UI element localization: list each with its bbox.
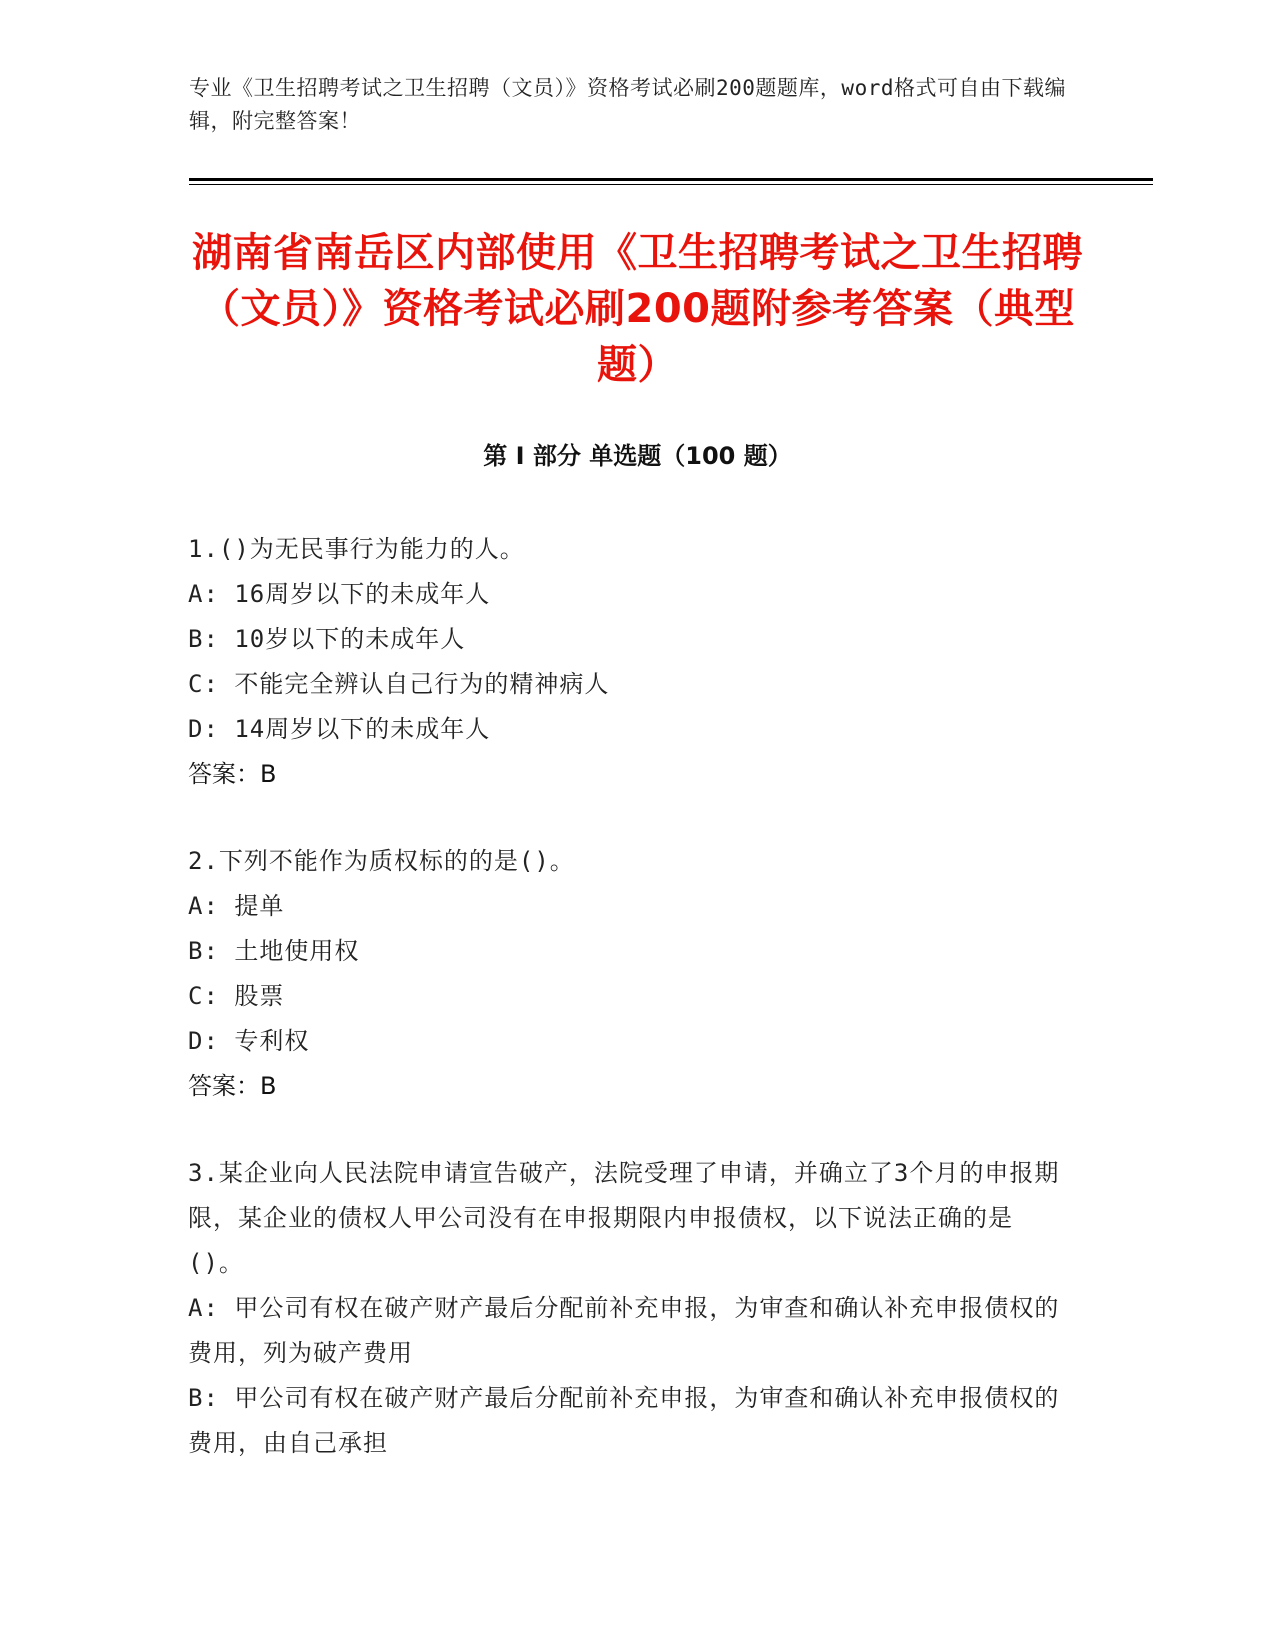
question-item <box>188 527 1068 797</box>
header-note: 专业《卫生招聘考试之卫生招聘（文员）》资格考试必刷200题题库，word格式可自由下载编辑，附完整答案！ <box>189 76 1066 133</box>
question-item <box>188 839 1068 1109</box>
document-title: 湖南省南岳区内部使用《卫生招聘考试之卫生招聘（文员）》资格考试必刷200题附参考答案（典型题） <box>192 230 1083 388</box>
question-list <box>188 527 1068 1508</box>
option-b: B: 10岁以下的未成年人 <box>188 625 466 653</box>
option-c: C: 不能完全辨认自己行为的精神病人 <box>188 670 610 698</box>
answer-text: 答案：B <box>188 1072 277 1100</box>
option-b: B: 土地使用权 <box>188 937 360 965</box>
option-a: A: 16周岁以下的未成年人 <box>188 580 491 608</box>
option-d: D: 专利权 <box>188 1027 310 1055</box>
answer-text: 答案：B <box>188 760 277 788</box>
option-a: A: 甲公司有权在破产财产最后分配前补充申报，为审查和确认补充申报债权的费用，列为破产费用 <box>188 1294 1060 1367</box>
option-d: D: 14周岁以下的未成年人 <box>188 715 491 743</box>
option-c: C: 股票 <box>188 982 285 1010</box>
section-title: 第 I 部分 单选题（100 题） <box>483 442 792 470</box>
option-b: B: 甲公司有权在破产财产最后分配前补充申报，为审查和确认补充申报债权的费用，由自己承担 <box>188 1384 1060 1457</box>
question-text: 2.下列不能作为质权标的的是()。 <box>188 847 575 875</box>
option-a: A: 提单 <box>188 892 285 920</box>
header-divider-thick <box>189 178 1153 181</box>
question-text: 1.()为无民事行为能力的人。 <box>188 535 525 563</box>
header-divider-thin <box>189 184 1153 185</box>
question-text: 3.某企业向人民法院申请宣告破产，法院受理了申请，并确立了3个月的申报期限，某企业的债权人甲公司没有在申报期限内申报债权，以下说法正确的是()。 <box>188 1159 1060 1277</box>
question-item <box>188 1151 1068 1466</box>
